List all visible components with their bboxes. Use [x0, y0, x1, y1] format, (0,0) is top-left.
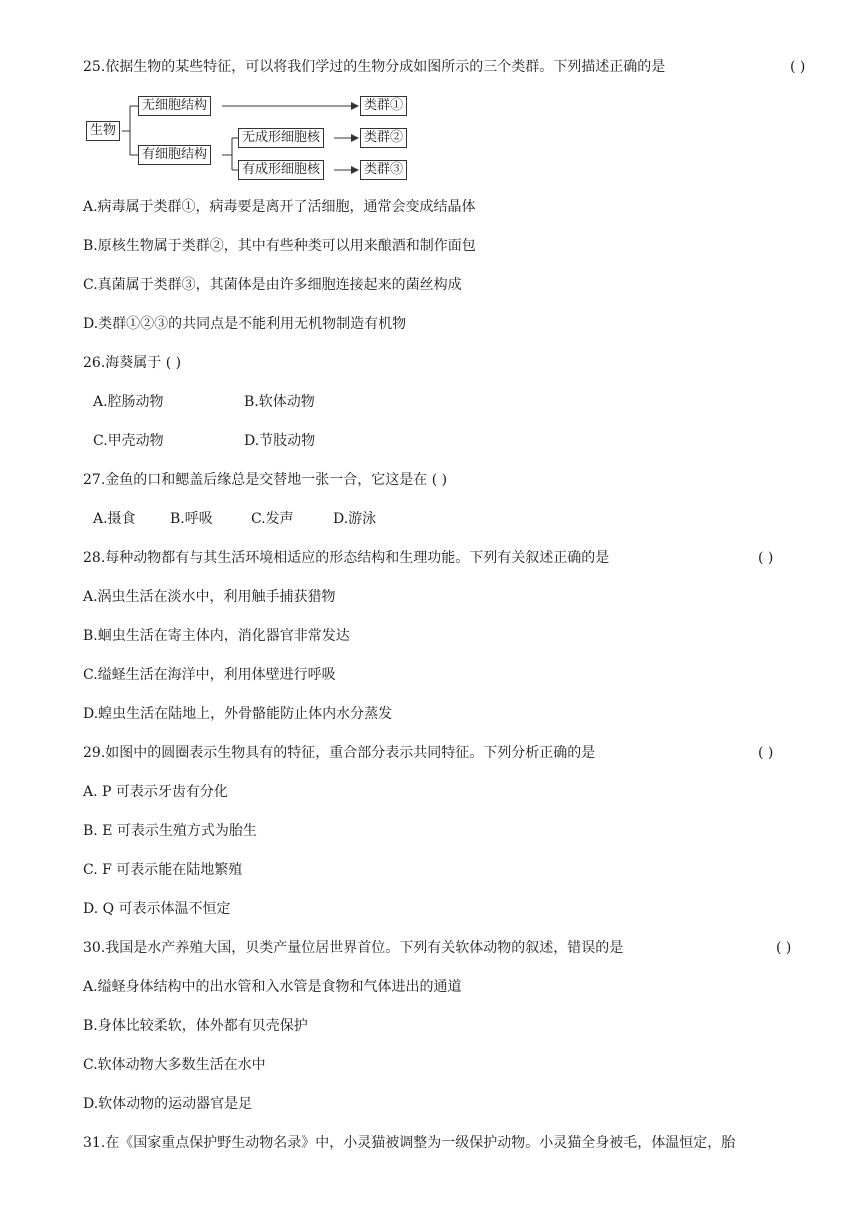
- q27-option-a: A.摄食: [93, 511, 136, 527]
- q29-option-c: C. F 可表示能在陆地繁殖: [83, 862, 243, 878]
- q26-option-a: A.腔肠动物: [93, 394, 164, 410]
- diagram-group3-box: 类群③: [360, 160, 407, 180]
- q28-option-c: C.缢蛏生活在海洋中，利用体壁进行呼吸: [83, 667, 336, 683]
- q25-option-d: D.类群①②③的共同点是不能利用无机物制造有机物: [83, 316, 407, 332]
- q26-option-d: D.节肢动物: [244, 433, 316, 449]
- diagram-no-nucleus-box: 无成形细胞核: [238, 128, 324, 148]
- q27-stem: 27.金鱼的口和鳃盖后缘总是交替地一张一合，它这是在 ( ): [83, 472, 448, 488]
- q28-answer-bracket: ( ): [758, 550, 774, 566]
- q30-option-c: C.软体动物大多数生活在水中: [83, 1057, 266, 1073]
- classification-diagram: [86, 94, 426, 186]
- q30-option-d: D.软体动物的运动器官是足: [83, 1096, 253, 1112]
- diagram-cell-box: 有细胞结构: [138, 145, 211, 165]
- q28-option-d: D.蝗虫生活在陆地上，外骨骼能防止体内水分蒸发: [83, 706, 393, 722]
- q31-stem: 31.在《国家重点保护野生动物名录》中，小灵猫被调整为一级保护动物。小灵猫全身被毛，体温恒定，胎: [83, 1135, 736, 1151]
- q29-option-d: D. Q 可表示体温不恒定: [83, 901, 231, 917]
- diagram-root-box: 生物: [86, 121, 120, 141]
- q30-stem: 30.我国是水产养殖大国，贝类产量位居世界首位。下列有关软体动物的叙述，错误的是: [83, 940, 624, 956]
- q29-option-a: A. P 可表示牙齿有分化: [83, 784, 228, 800]
- q27-option-b: B.呼吸: [170, 511, 213, 527]
- q26-option-b: B.软体动物: [244, 394, 315, 410]
- q26-option-c: C.甲壳动物: [93, 433, 164, 449]
- q25-stem: 25.依据生物的某些特征，可以将我们学过的生物分成如图所示的三个类群。下列描述正确的是: [83, 59, 666, 75]
- q29-stem: 29.如图中的圆圈表示生物具有的特征，重合部分表示共同特征。下列分析正确的是: [83, 745, 596, 761]
- q29-option-b: B. E 可表示生殖方式为胎生: [83, 823, 257, 839]
- q28-option-b: B.蛔虫生活在寄主体内，消化器官非常发达: [83, 628, 350, 644]
- q27-option-d: D.游泳: [333, 511, 377, 527]
- q25-option-a: A.病毒属于类群①，病毒要是离开了活细胞，通常会变成结晶体: [83, 199, 476, 215]
- diagram-group2-box: 类群②: [360, 128, 407, 148]
- q28-stem: 28.每种动物都有与其生活环境相适应的形态结构和生理功能。下列有关叙述正确的是: [83, 550, 610, 566]
- diagram-nucleus-box: 有成形细胞核: [238, 160, 324, 180]
- diagram-group1-box: 类群①: [360, 96, 407, 116]
- q30-option-b: B.身体比较柔软，体外都有贝壳保护: [83, 1018, 308, 1034]
- diagram-no-cell-box: 无细胞结构: [138, 96, 211, 116]
- q26-stem: 26.海葵属于 ( ): [83, 355, 182, 371]
- q28-option-a: A.涡虫生活在淡水中，利用触手捕获猎物: [83, 589, 336, 605]
- q30-option-a: A.缢蛏身体结构中的出水管和入水管是食物和气体进出的通道: [83, 979, 462, 995]
- q25-option-c: C.真菌属于类群③，其菌体是由许多细胞连接起来的菌丝构成: [83, 277, 462, 293]
- q27-option-c: C.发声: [251, 511, 294, 527]
- q30-answer-bracket: ( ): [776, 940, 792, 956]
- q29-answer-bracket: ( ): [758, 745, 774, 761]
- q25-option-b: B.原核生物属于类群②，其中有些种类可以用来酿酒和制作面包: [83, 238, 476, 254]
- q25-answer-bracket: ( ): [790, 59, 806, 75]
